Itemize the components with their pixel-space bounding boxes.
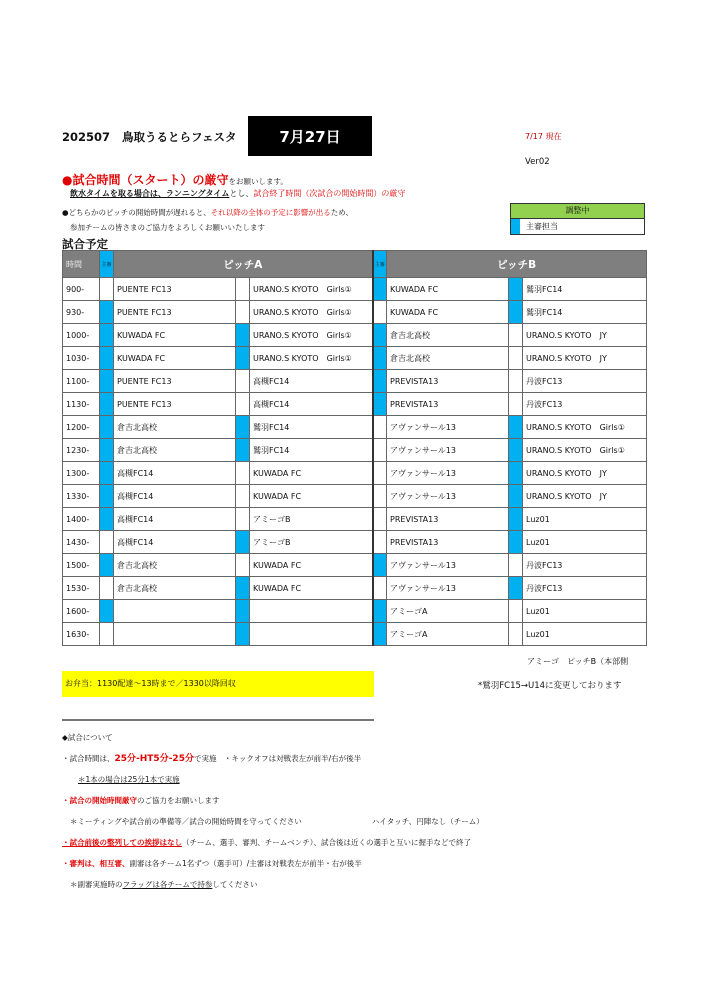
rule-greeting-red: ・試合前後の整列しての挨拶はなし	[62, 838, 182, 847]
referee-marker-a2	[236, 393, 250, 416]
referee-marker-a	[100, 577, 114, 600]
schedule-row	[63, 623, 647, 646]
event-code: 202507	[62, 130, 111, 144]
pitch-b-team-1: アヴァンサール13	[387, 554, 509, 577]
pitch-a-team-2: 鷲羽FC14	[250, 439, 373, 462]
pitch-a-team-2: 高槻FC14	[250, 393, 373, 416]
referee-marker-a	[100, 485, 114, 508]
referee-marker-b	[373, 324, 387, 347]
pitch-a-team-1: PUENTE FC13	[114, 278, 236, 301]
referee-marker-b2	[509, 554, 523, 577]
rule-match-time-a: ・試合時間は、	[62, 754, 115, 763]
legend-referee	[510, 219, 645, 235]
time-cell: 1330-	[63, 485, 100, 508]
referee-marker-b	[373, 531, 387, 554]
time-cell: 1230-	[63, 439, 100, 462]
rule-start-time-b: のご協力をお願いします	[137, 796, 220, 805]
schedule-label: 試合予定	[62, 237, 108, 251]
referee-marker-a2	[236, 577, 250, 600]
rule-flag-b: フラッグは各チームで持参	[122, 880, 213, 889]
rule-start-time	[62, 790, 484, 811]
pitch-a-team-1: 高槻FC14	[114, 462, 236, 485]
notice-delay	[62, 207, 353, 218]
referee-marker-b2	[509, 393, 523, 416]
referee-marker-b2	[509, 531, 523, 554]
rule-meeting	[62, 811, 484, 832]
schedule-row	[63, 462, 647, 485]
rule-flag-c: してください	[212, 880, 258, 889]
referee-marker-b2	[509, 600, 523, 623]
pitch-b-team-2: URANO.S KYOTO JY	[523, 485, 647, 508]
pitch-b-team-1: アヴァンサール13	[387, 462, 509, 485]
referee-marker-a	[100, 370, 114, 393]
pitch-a-team-2: URANO.S KYOTO Girls①	[250, 347, 373, 370]
rule-start-time-red: ・試合の開始時間厳守	[62, 796, 137, 805]
referee-marker-b2	[509, 485, 523, 508]
pitch-b-team-1: KUWADA FC	[387, 301, 509, 324]
event-name: 鳥取うるとらフェスタ	[122, 130, 237, 144]
referee-marker-b	[373, 600, 387, 623]
time-cell: 1130-	[63, 393, 100, 416]
referee-marker-a	[100, 278, 114, 301]
pitch-b-team-2: 丹波FC13	[523, 577, 647, 600]
referee-marker-b	[373, 278, 387, 301]
match-rules	[62, 727, 484, 895]
referee-marker-a2	[236, 324, 250, 347]
schedule-row	[63, 301, 647, 324]
referee-marker-b	[373, 347, 387, 370]
referee-marker-b2	[509, 324, 523, 347]
pitch-a-team-2	[250, 600, 373, 623]
referee-marker-b2	[509, 301, 523, 324]
pitch-a-team-1	[114, 623, 236, 646]
bento-note: お弁当：1130配達～13時まで／1330以降回収	[62, 671, 374, 697]
notice-start-time-bold: ●試合時間（スタート）の厳守	[62, 173, 229, 187]
notice-water-break-bold: 飲水タイムを取る場合は、ランニングタイム	[70, 189, 230, 198]
pitch-a-team-2: KUWADA FC	[250, 577, 373, 600]
referee-marker-a	[100, 301, 114, 324]
referee-marker-a2	[236, 301, 250, 324]
rule-flag-a: ＊副審実施時の	[70, 880, 123, 889]
referee-marker-b	[373, 577, 387, 600]
referee-marker-a2	[236, 370, 250, 393]
team-change-note: *鷲羽FC15→U14に変更しております	[478, 681, 622, 691]
referee-marker-a	[100, 462, 114, 485]
schedule-row	[63, 439, 647, 462]
pitch-a-team-1: PUENTE FC13	[114, 370, 236, 393]
pitch-b-team-2: Luz01	[523, 508, 647, 531]
pitch-a-team-1: 倉吉北高校	[114, 577, 236, 600]
pitch-b-team-2: Luz01	[523, 623, 647, 646]
pitch-a-team-2: KUWADA FC	[250, 485, 373, 508]
rule-referee-b: 副審は各チーム1名ずつ（選手可）/主審は対戦表左が前半・右が後半	[129, 859, 362, 868]
pitch-a-team-2: KUWADA FC	[250, 462, 373, 485]
referee-marker-a2	[236, 623, 250, 646]
pitch-b-team-1: PREVISTA13	[387, 393, 509, 416]
pitch-a-team-2: 鷲羽FC14	[250, 416, 373, 439]
rule-flag	[62, 874, 484, 895]
time-cell: 1400-	[63, 508, 100, 531]
header-time: 時間	[63, 251, 100, 278]
pitch-b-team-1: アヴァンサール13	[387, 439, 509, 462]
rule-meeting-a: ＊ミーティングや試合前の準備等／試合の開始時間を守ってください	[70, 817, 302, 826]
referee-color-swatch	[511, 219, 520, 234]
referee-marker-a	[100, 531, 114, 554]
pitch-a-team-2: アミーゴB	[250, 508, 373, 531]
referee-marker-b	[373, 508, 387, 531]
time-cell: 1600-	[63, 600, 100, 623]
referee-marker-a2	[236, 439, 250, 462]
header-referee-a: 主審	[100, 251, 114, 278]
notice-delay-a: ●どちらかのピッチの開始時間が遅れると、	[62, 208, 211, 217]
schedule-row	[63, 577, 647, 600]
pitch-a-team-1: 倉吉北高校	[114, 416, 236, 439]
header-pitch-b: ピッチB	[387, 251, 647, 278]
pitch-a-team-2: 高槻FC14	[250, 370, 373, 393]
pitch-a-team-1: 高槻FC14	[114, 508, 236, 531]
pitch-b-team-2: Luz01	[523, 600, 647, 623]
pitch-b-team-1: PREVISTA13	[387, 531, 509, 554]
time-cell: 1500-	[63, 554, 100, 577]
schedule-row	[63, 531, 647, 554]
pitch-b-team-2: URANO.S KYOTO Girls①	[523, 439, 647, 462]
pitch-a-team-2: URANO.S KYOTO Girls①	[250, 324, 373, 347]
schedule-row	[63, 600, 647, 623]
amigo-pitch-note: アミーゴ ピッチB（本部側	[527, 657, 629, 666]
pitch-b-team-2: 丹波FC13	[523, 554, 647, 577]
schedule-row	[63, 278, 647, 301]
referee-marker-a	[100, 324, 114, 347]
notice-water-break-red: 試合終了時間（次試合の開始時間）の厳守	[253, 189, 406, 198]
referee-marker-b2	[509, 623, 523, 646]
referee-marker-a2	[236, 485, 250, 508]
referee-marker-a2	[236, 531, 250, 554]
schedule-row	[63, 554, 647, 577]
pitch-b-team-2: URANO.S KYOTO Girls①	[523, 416, 647, 439]
referee-marker-a	[100, 439, 114, 462]
rule-meeting-b: ハイタッチ、円陣なし（チーム）	[371, 817, 484, 826]
pitch-b-team-2: 鷲羽FC14	[523, 278, 647, 301]
pitch-b-team-1: PREVISTA13	[387, 370, 509, 393]
referee-marker-b	[373, 485, 387, 508]
pitch-a-team-1: 高槻FC14	[114, 485, 236, 508]
pitch-a-team-1: 高槻FC14	[114, 531, 236, 554]
schedule-row	[63, 324, 647, 347]
pitch-b-team-1: 倉吉北高校	[387, 347, 509, 370]
schedule-table	[62, 250, 647, 646]
referee-marker-b2	[509, 278, 523, 301]
referee-marker-b	[373, 416, 387, 439]
pitch-a-team-1: KUWADA FC	[114, 347, 236, 370]
referee-marker-b	[373, 439, 387, 462]
schedule-row	[63, 416, 647, 439]
referee-marker-b	[373, 623, 387, 646]
pitch-b-team-1: アミーゴA	[387, 600, 509, 623]
time-cell: 1100-	[63, 370, 100, 393]
referee-marker-a2	[236, 554, 250, 577]
legend	[510, 203, 645, 235]
schedule-row	[63, 370, 647, 393]
notice-water-break	[70, 188, 405, 199]
referee-marker-b	[373, 301, 387, 324]
time-cell: 900-	[63, 278, 100, 301]
pitch-a-team-2	[250, 623, 373, 646]
referee-marker-b2	[509, 462, 523, 485]
pitch-b-team-1: PREVISTA13	[387, 508, 509, 531]
referee-marker-b	[373, 554, 387, 577]
pitch-b-team-1: アヴァンサール13	[387, 485, 509, 508]
rule-match-time	[62, 748, 484, 769]
rule-single-half: ＊1本の場合は25分1本で実施	[78, 775, 180, 784]
notice-delay-c: ため、	[330, 208, 353, 217]
pitch-b-team-2: URANO.S KYOTO JY	[523, 347, 647, 370]
legend-referee-label: 主審担当	[526, 222, 558, 231]
referee-marker-a2	[236, 278, 250, 301]
pitch-b-team-2: URANO.S KYOTO JY	[523, 462, 647, 485]
pitch-b-team-1: KUWADA FC	[387, 278, 509, 301]
rule-referee-red: ・審判は、相互審、	[62, 859, 130, 868]
pitch-a-team-1: 倉吉北高校	[114, 439, 236, 462]
referee-marker-a	[100, 416, 114, 439]
event-date: 7月27日	[248, 116, 372, 156]
time-cell: 1200-	[63, 416, 100, 439]
rule-greeting	[62, 832, 484, 853]
time-cell: 1530-	[63, 577, 100, 600]
schedule-row	[63, 485, 647, 508]
pitch-a-team-1: KUWADA FC	[114, 324, 236, 347]
pitch-b-team-1: 倉吉北高校	[387, 324, 509, 347]
pitch-a-team-1: 倉吉北高校	[114, 554, 236, 577]
referee-marker-a	[100, 600, 114, 623]
pitch-b-team-2: 丹波FC13	[523, 393, 647, 416]
referee-marker-a2	[236, 416, 250, 439]
pitch-a-team-1	[114, 600, 236, 623]
time-cell: 1000-	[63, 324, 100, 347]
referee-marker-a	[100, 554, 114, 577]
referee-marker-b2	[509, 370, 523, 393]
referee-marker-b	[373, 393, 387, 416]
referee-marker-a	[100, 347, 114, 370]
pitch-b-team-1: アヴァンサール13	[387, 416, 509, 439]
rule-referee	[62, 853, 484, 874]
as-of-date: 7/17 現在	[525, 132, 562, 141]
pitch-a-team-1: PUENTE FC13	[114, 301, 236, 324]
notice-water-break-mid: とし、	[229, 189, 254, 198]
referee-marker-b2	[509, 508, 523, 531]
notice-cooperation: 参加チームの皆さまのご協力をよろしくお願いいたします	[70, 223, 265, 232]
pitch-b-team-2: 丹波FC13	[523, 370, 647, 393]
notice-start-time	[62, 171, 288, 188]
schedule-row	[63, 508, 647, 531]
pitch-b-team-2: 鷲羽FC14	[523, 301, 647, 324]
rule-greeting-b: （チーム、選手、審判、チームベンチ）、試合後は近くの選手と互いに握手などで終了	[182, 838, 471, 847]
legend-adjusting: 調整中	[510, 203, 645, 219]
notice-start-time-small: をお願いします。	[228, 177, 288, 186]
referee-marker-a	[100, 623, 114, 646]
pitch-a-team-1: PUENTE FC13	[114, 393, 236, 416]
time-cell: 1030-	[63, 347, 100, 370]
referee-marker-a2	[236, 347, 250, 370]
referee-marker-b	[373, 462, 387, 485]
rules-title: ◆試合について	[62, 733, 113, 742]
rule-match-time-c: で実施 ・キックオフは対戦表左が前半/右が後半	[193, 754, 362, 763]
referee-marker-b2	[509, 439, 523, 462]
referee-marker-a	[100, 393, 114, 416]
time-cell: 1300-	[63, 462, 100, 485]
pitch-a-team-2: アミーゴB	[250, 531, 373, 554]
pitch-a-team-2: URANO.S KYOTO Girls①	[250, 301, 373, 324]
pitch-b-team-1: アミーゴA	[387, 623, 509, 646]
pitch-a-team-2: URANO.S KYOTO Girls①	[250, 278, 373, 301]
pitch-b-team-2: Luz01	[523, 531, 647, 554]
schedule-row	[63, 347, 647, 370]
schedule-header-row	[63, 251, 647, 278]
rule-match-time-red: 25分-HT5分-25分	[114, 754, 194, 764]
referee-marker-b2	[509, 577, 523, 600]
event-title	[62, 129, 248, 145]
referee-marker-a2	[236, 462, 250, 485]
referee-marker-a	[100, 508, 114, 531]
header-pitch-a: ピッチA	[114, 251, 373, 278]
header-referee-b: 主審	[373, 251, 387, 278]
referee-marker-b2	[509, 416, 523, 439]
pitch-b-team-1: アヴァンサール13	[387, 577, 509, 600]
schedule-row	[63, 393, 647, 416]
time-cell: 1430-	[63, 531, 100, 554]
pitch-b-team-2: URANO.S KYOTO JY	[523, 324, 647, 347]
time-cell: 930-	[63, 301, 100, 324]
version-label: Ver02	[525, 157, 550, 167]
divider	[62, 719, 374, 721]
time-cell: 1630-	[63, 623, 100, 646]
notice-delay-red: それ以降の全体の予定に影響が出る	[210, 208, 331, 217]
referee-marker-a2	[236, 508, 250, 531]
pitch-a-team-2: KUWADA FC	[250, 554, 373, 577]
referee-marker-b2	[509, 347, 523, 370]
referee-marker-b	[373, 370, 387, 393]
referee-marker-a2	[236, 600, 250, 623]
